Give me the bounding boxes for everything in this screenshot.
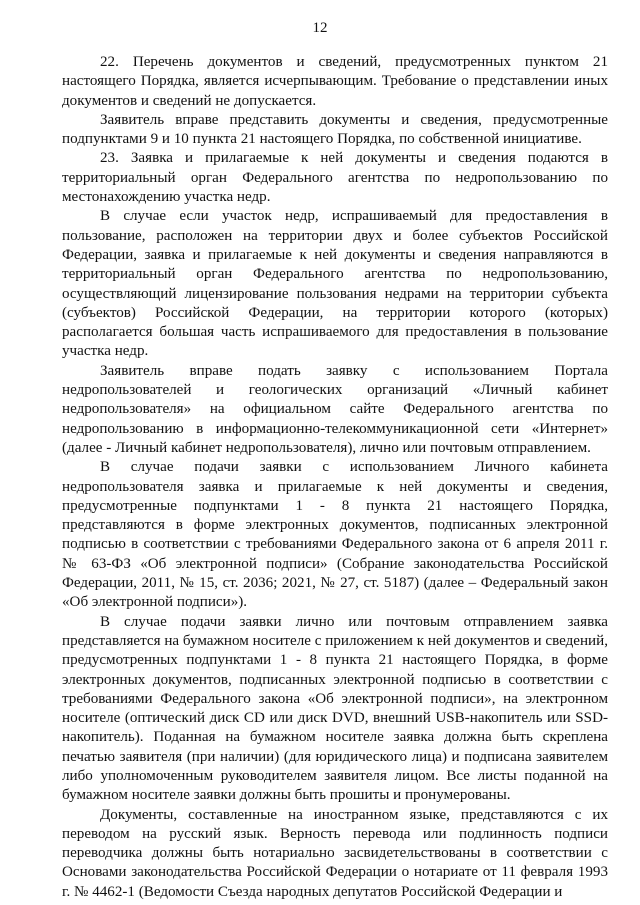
paragraph-submission-methods: Заявитель вправе подать заявку с использованием Портала недропользователей и геологических организаций «Личный кабинет недропользователя» на официальном сайте Федерального агентства по недропользованию в информационно-телекоммуникационной сети «Интернет» (далее - Личный кабинет недропользователя), лично или почтовым отправлением.: [62, 362, 608, 456]
paragraph-item-23-submission: 23. Заявка и прилагаемые к ней документы и сведения подаются в территориальный орган Федерального агентства по недропользованию по местонахождению участка недр.: [62, 150, 608, 206]
paragraph-paper-submission: В случае подачи заявки лично или почтовым отправлением заявка представляется на бумажном носителе с приложением к ней документов и сведений, предусмотренных подпунктами 1 - 8 пункта 21 настоящего Порядка, в форме электронных документов, подписанных электронной подписью в соответствии с требованиями Федерального закона «Об электронной подписи», на электронном носителе (оптический диск CD или диск DVD, внешний USB-накопитель или SSD-накопитель). Поданная на бумажном носителе заявка должна быть скреплена печатью заявителя (при наличии) (для юридического лица) и подписана заявителем либо уполномоченным руководителем заявителя лицом. Все листы поданной на бумажном носителе заявки должны быть прошиты и пронумерованы.: [62, 613, 608, 804]
page-number: 12: [312, 20, 328, 36]
paragraph-foreign-documents: Документы, составленные на иностранном языке, представляются с их переводом на русский язык. Верность перевода или подлинность подписи переводчика должны быть нотариально засвидетельствованы в соответствии с Основами законодательства Российской Федерации о нотариате от 11 февраля 1993 г. № 4462-1 (Ведомости Съезда народных депутатов Российской Федерации и: [62, 806, 608, 900]
document-body: [62, 53, 608, 902]
paragraph-applicant-optional-docs: Заявитель вправе представить документы и сведения, предусмотренные подпунктами 9 и 10 пункта 21 настоящего Порядка, по собственной инициативе.: [62, 111, 608, 148]
paragraph-item-22-exhaustive: 22. Перечень документов и сведений, предусмотренных пунктом 21 настоящего Порядка, является исчерпывающим. Требование о представлении иных документов и сведений не допускается.: [62, 54, 608, 109]
paragraph-multi-region: В случае если участок недр, испрашиваемый для предоставления в пользование, расположен на территории двух и более субъектов Российской Федерации, заявка и прилагаемые к ней документы и сведения направляются в территориальный орган Федерального агентства по недропользованию, осуществляющий лицензирование пользования недрами на территории субъекта (субъектов) Российской Федерации, на территории которого (которых) располагается большая часть испрашиваемого для предоставления в пользование участка недр.: [62, 208, 608, 360]
paragraph-electronic-submission: В случае подачи заявки с использованием Личного кабинета недропользователя заявка и прилагаемые к ней документы и сведения, предусмотренные подпунктами 1 - 8 пункта 21 настоящего Порядка, представляются в форме электронных документов, подписанных электронной подписью в соответствии с требованиями Федерального закона от 6 апреля 2011 г. № 63-ФЗ «Об электронной подписи» (Собрание законодательства Российской Федерации, 2011, № 15, ст. 2036; 2021, № 27, ст. 5187) (далее – Федеральный закон «Об электронной подписи»).: [62, 459, 608, 611]
